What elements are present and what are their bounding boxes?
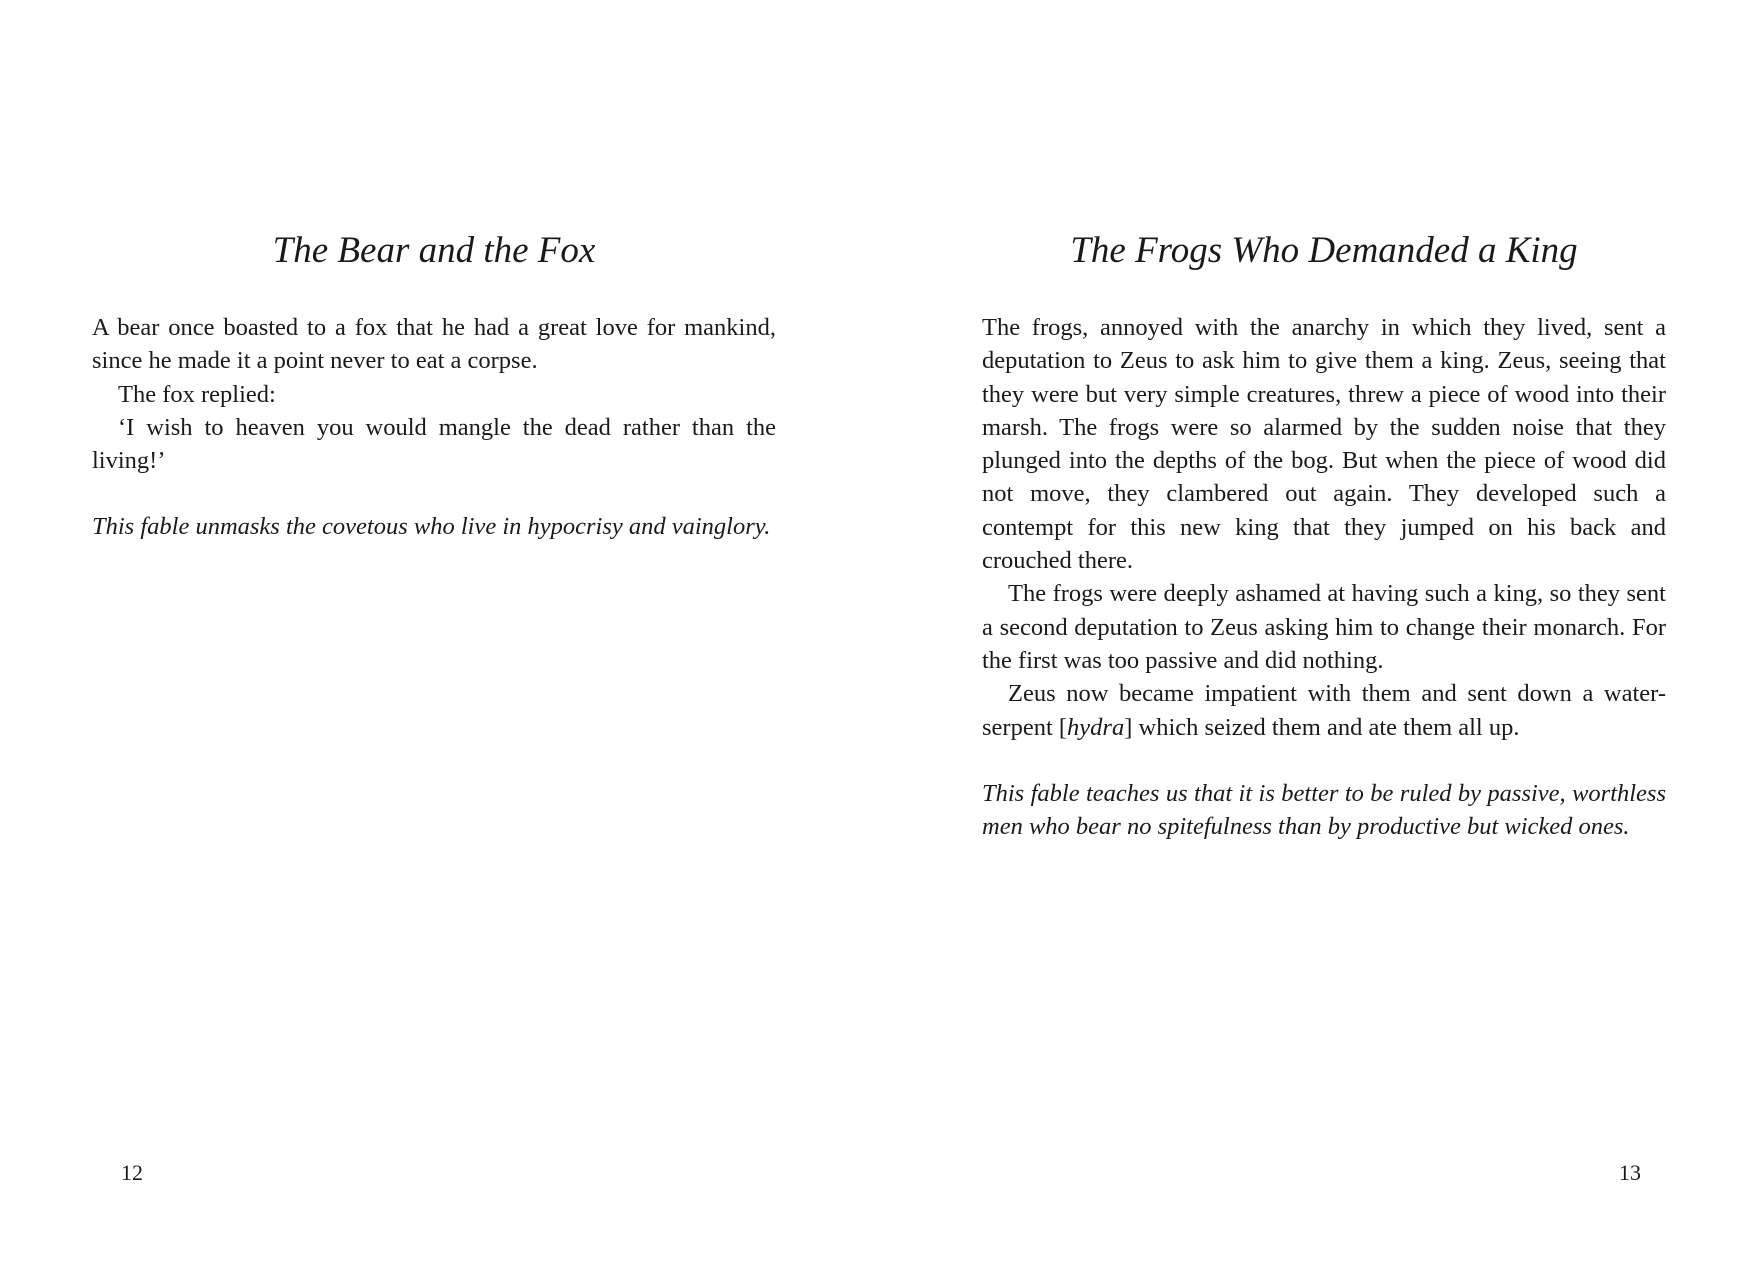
- fable-paragraph: A bear once boasted to a fox that he had a great love for mankind, since he made it a point never to eat a corpse.: [92, 314, 776, 375]
- paragraph-text: Zeus now became impatient with them and sent down a water-serpent [: [982, 680, 1666, 741]
- fable-paragraph: [982, 677, 1666, 744]
- fable-moral: This fable teaches us that it is better to be ruled by passive, worthless men who bear no spitefulness than by productive but wicked ones.: [982, 779, 1666, 841]
- fable-text: [92, 311, 776, 544]
- fable-paragraph: The frogs, annoyed with the anarchy in which they lived, sent a deputation to Zeus to ask him to give them a king. Zeus, seeing that they were but very simple creatures, threw a piece of wood into their marsh. The frogs were so alarmed by the sudden noise that they plunged into the depths of the bog. But when the piece of wood did not move, they clambered out again. They developed such a contempt for this new king that they jumped on his back and crouched there.: [982, 314, 1666, 575]
- fable-title: The Frogs Who Demanded a King: [1070, 230, 1578, 271]
- fable-title: The Bear and the Fox: [272, 230, 596, 271]
- fable-text: [982, 311, 1666, 843]
- italic-word: hydra: [1067, 713, 1125, 741]
- fable-paragraph: ‘I wish to heaven you would mangle the dead rather than the living!’: [92, 413, 776, 475]
- paragraph-text: ] which seized them and ate them all up.: [1124, 713, 1520, 741]
- fable-moral: This fable unmasks the covetous who live in hypocrisy and vainglory.: [92, 513, 771, 541]
- page-number: 12: [121, 1160, 143, 1185]
- page-number: 13: [1619, 1160, 1641, 1185]
- fable-paragraph: The fox replied:: [118, 380, 276, 408]
- right-page: [872, 0, 1744, 1262]
- fable-paragraph: The frogs were deeply ashamed at having such a king, so they sent a second deputation to Zeus asking him to change their monarch. For the first was too passive and did nothing.: [982, 580, 1666, 674]
